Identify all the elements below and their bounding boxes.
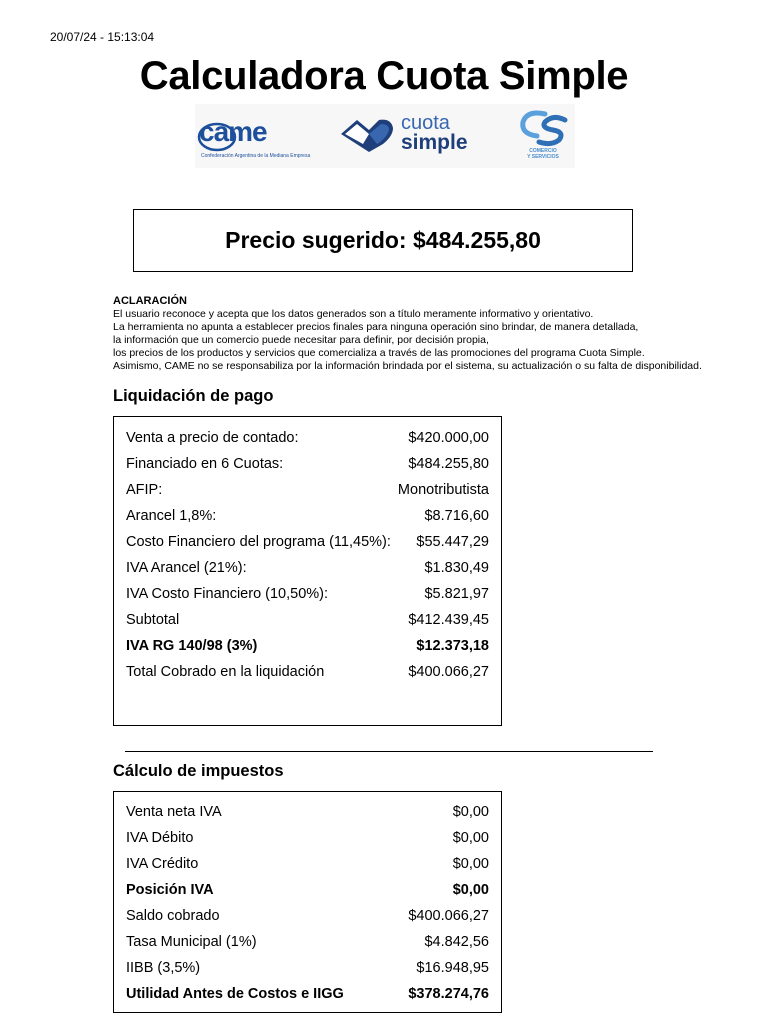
page-title: Calculadora Cuota Simple <box>139 54 629 98</box>
row-label: Tasa Municipal (1%) <box>126 934 257 950</box>
row-value: $0,00 <box>452 882 489 898</box>
cs-monogram-icon <box>517 108 569 148</box>
table-row <box>126 581 489 607</box>
table-row <box>126 825 489 851</box>
table-row <box>126 851 489 877</box>
came-subtitle: Confederación Argentina de la Mediana Empresa <box>201 153 311 159</box>
cs-line1: COMERCIO <box>529 148 557 154</box>
comercio-servicios-logo <box>513 108 573 166</box>
timestamp: 20/07/24 - 15:13:04 <box>50 30 155 44</box>
table-row <box>126 529 489 555</box>
row-value: $0,00 <box>452 830 489 846</box>
suggested-price-box <box>133 209 633 272</box>
row-label: Arancel 1,8%: <box>126 508 217 524</box>
row-value: Monotributista <box>397 482 489 498</box>
row-label: IVA Débito <box>126 830 194 846</box>
disclaimer-line: El usuario reconoce y acepta que los datos generados son a título meramente informativo y orientativo. <box>113 308 594 320</box>
row-value: $16.948,95 <box>416 960 489 976</box>
cuota-simple-logo <box>339 114 499 162</box>
row-label: Costo Financiero del programa (11,45%): <box>126 534 391 550</box>
cuota-heart-icon <box>339 116 397 154</box>
row-label: Total Cobrado en la liquidación <box>126 664 325 680</box>
row-value: $400.066,27 <box>408 664 489 680</box>
row-label: Venta a precio de contado: <box>126 430 299 446</box>
table-row <box>126 955 489 981</box>
impuestos-title: Cálculo de impuestos <box>113 762 284 780</box>
table-row <box>126 929 489 955</box>
row-value: $1.830,49 <box>424 560 489 576</box>
row-label: IVA Arancel (21%): <box>126 560 247 576</box>
came-wordmark: came <box>199 116 267 147</box>
row-label: Financiado en 6 Cuotas: <box>126 456 284 472</box>
row-value: $12.373,18 <box>416 638 489 654</box>
row-value: $0,00 <box>452 856 489 872</box>
table-row <box>126 425 489 451</box>
table-row <box>126 607 489 633</box>
row-label: Posición IVA <box>126 882 214 898</box>
table-row <box>126 503 489 529</box>
table-row <box>126 659 489 685</box>
row-value: $4.842,56 <box>424 934 489 950</box>
disclaimer-line: la información que un comercio puede necesitar para definir, por decisión propia, <box>113 334 489 346</box>
cuota-word: cuota <box>401 112 450 134</box>
row-label: IVA Crédito <box>126 856 199 872</box>
row-label: IVA Costo Financiero (10,50%): <box>126 586 329 602</box>
table-row <box>126 981 489 1007</box>
liquidacion-table <box>113 416 502 726</box>
row-value: $400.066,27 <box>408 908 489 924</box>
disclaimer-line: los precios de los productos y servicios que comercializa a través de las promociones del programa Cuota Simple. <box>113 347 645 359</box>
disclaimer-line: Asimismo, CAME no se responsabiliza por la información brindada por el sistema, su actualización o su falta de disponibilidad. <box>113 360 702 372</box>
row-value: $378.274,76 <box>408 986 489 1002</box>
row-value: $420.000,00 <box>408 430 489 446</box>
row-value: $55.447,29 <box>416 534 489 550</box>
row-label: Saldo cobrado <box>126 908 220 924</box>
table-row <box>126 903 489 929</box>
logo-strip <box>195 104 575 168</box>
row-value: $8.716,60 <box>424 508 489 524</box>
disclaimer-line: La herramienta no apunta a establecer precios finales para ninguna operación sino brindar, de manera detallada, <box>113 321 639 333</box>
disclaimer <box>113 295 753 373</box>
table-row <box>126 477 489 503</box>
table-row <box>126 451 489 477</box>
section-divider <box>125 751 653 752</box>
disclaimer-title: ACLARACIÓN <box>113 295 187 307</box>
row-value: $412.439,45 <box>408 612 489 628</box>
row-label: AFIP: <box>126 482 163 498</box>
row-value: $5.821,97 <box>424 586 489 602</box>
row-value: $484.255,80 <box>408 456 489 472</box>
suggested-price: Precio sugerido: $484.255,80 <box>225 227 541 253</box>
table-row <box>126 633 489 659</box>
row-label: Venta neta IVA <box>126 804 222 820</box>
table-row <box>126 799 489 825</box>
liquidacion-title: Liquidación de pago <box>113 387 274 405</box>
row-label: IVA RG 140/98 (3%) <box>126 638 258 654</box>
table-row <box>126 877 489 903</box>
impuestos-table <box>113 791 502 1013</box>
came-logo <box>199 116 323 164</box>
table-row <box>126 555 489 581</box>
row-label: Utilidad Antes de Costos e IIGG <box>126 986 344 1002</box>
row-label: Subtotal <box>126 612 180 628</box>
row-label: IIBB (3,5%) <box>126 960 201 976</box>
row-value: $0,00 <box>452 804 489 820</box>
simple-word: simple <box>401 131 468 154</box>
cs-line2: Y SERVICIOS <box>527 154 559 160</box>
